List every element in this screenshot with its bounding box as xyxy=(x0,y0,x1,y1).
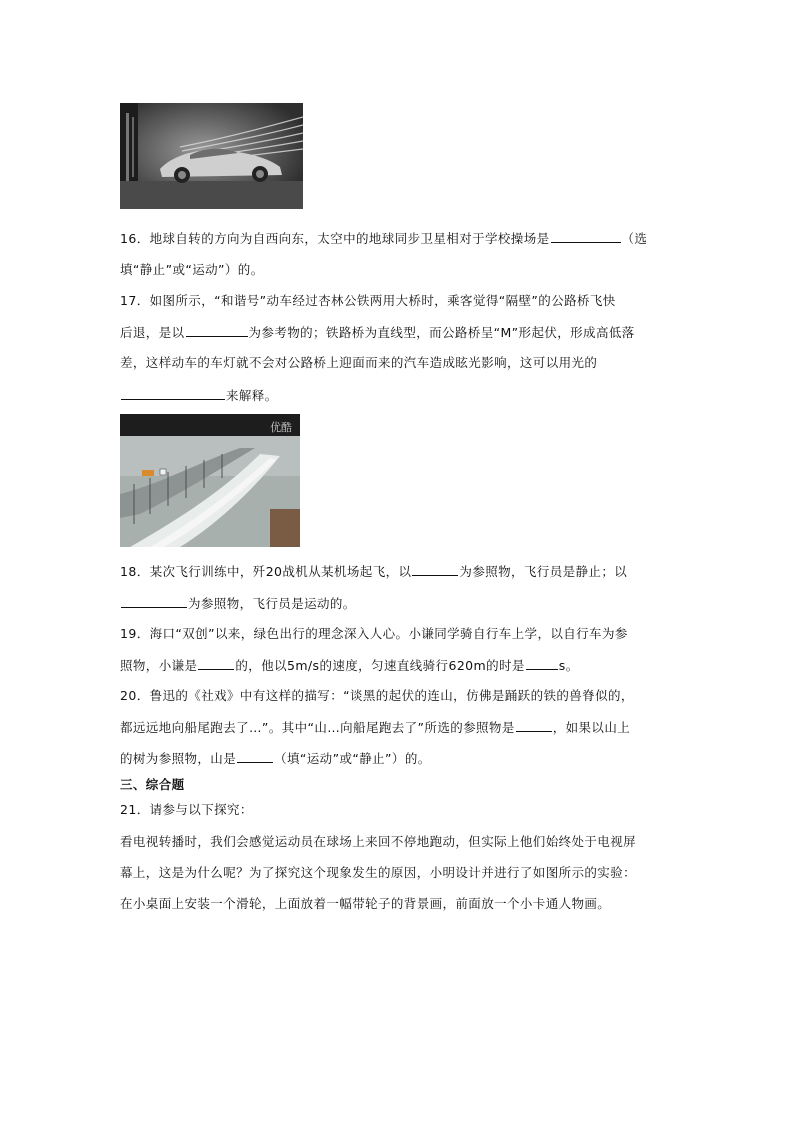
question-17-line-2 xyxy=(120,324,635,341)
q21-text: 21．请参与以下探究： xyxy=(120,802,253,817)
q20-text: ，如果以山上 xyxy=(552,720,631,735)
question-21-line-1 xyxy=(120,802,253,818)
q17-text: 后退，是以 xyxy=(120,325,185,340)
answer-blank[interactable] xyxy=(198,657,234,670)
train-bridge-image xyxy=(120,414,300,547)
q20-text: （填“运动”或“静止”）的。 xyxy=(274,751,431,766)
q19-text: s。 xyxy=(558,658,579,673)
question-18-line-1 xyxy=(120,563,627,580)
q19-text: 照物，小谦是 xyxy=(120,658,198,673)
q20-text: 都远远地向船尾跑去了…”。其中“山…向船尾跑去了”所选的参照物是 xyxy=(120,720,515,735)
answer-blank[interactable] xyxy=(516,719,552,732)
answer-blank[interactable] xyxy=(237,750,273,763)
q17-text: 17．如图所示，“和谐号”动车经过杏林公铁两用大桥时，乘客觉得“隔壁”的公路桥飞快 xyxy=(120,293,616,308)
section-heading xyxy=(120,777,185,793)
question-17-line-4 xyxy=(120,387,278,404)
q16-text: 16．地球自转的方向为自西向东，太空中的地球同步卫星相对于学校操场是 xyxy=(120,231,550,246)
q20-text: 的树为参照物，山是 xyxy=(120,751,237,766)
question-19-line-2 xyxy=(120,657,579,674)
car-wind-tunnel-image xyxy=(120,103,303,209)
q19-text: 的，他以5m/s的速度，匀速直线骑行620m的时是 xyxy=(235,658,525,673)
q17-text: 来解释。 xyxy=(226,388,278,403)
question-19-line-1 xyxy=(120,626,628,642)
answer-blank[interactable] xyxy=(412,563,458,576)
question-20-line-1 xyxy=(120,688,634,704)
q21-text: 看电视转播时，我们会感觉运动员在球场上来回不停地跑动，但实际上他们始终处于电视屏 xyxy=(120,834,637,849)
q18-text: 18．某次飞行训练中，歼20战机从某机场起飞，以 xyxy=(120,564,412,579)
q16-text: 填“静止”或“运动”）的。 xyxy=(120,262,264,277)
question-17-line-1 xyxy=(120,293,616,309)
question-20-line-2 xyxy=(120,719,630,736)
q18-text: 为参照物，飞行员是运动的。 xyxy=(188,596,356,611)
q19-text: 19．海口“双创”以来，绿色出行的理念深入人心。小谦同学骑自行车上学，以自行车为参 xyxy=(120,626,628,641)
answer-blank[interactable] xyxy=(526,657,558,670)
question-16-line-1 xyxy=(120,230,647,247)
question-21-line-4 xyxy=(120,896,610,912)
bridge-photo-icon xyxy=(120,414,300,547)
q20-text: 20．鲁迅的《社戏》中有这样的描写：“谈黑的起伏的连山，仿佛是踊跃的铁的兽脊似的， xyxy=(120,688,634,703)
answer-blank[interactable] xyxy=(121,595,187,608)
question-16-line-2 xyxy=(120,262,264,278)
section-heading-text: 三、综合题 xyxy=(120,777,185,792)
q16-text: （选 xyxy=(621,231,648,246)
answer-blank[interactable] xyxy=(121,387,225,400)
q17-text: 差，这样动车的车灯就不会对公路桥上迎面而来的汽车造成眩光影响，这可以用光的 xyxy=(120,355,598,370)
question-20-line-3 xyxy=(120,750,431,767)
q21-text: 幕上，这是为什么呢？为了探究这个现象发生的原因，小明设计并进行了如图所示的实验： xyxy=(120,865,637,880)
answer-blank[interactable] xyxy=(551,230,621,243)
watermark-text: 优酷 xyxy=(270,421,292,434)
question-21-line-2 xyxy=(120,834,636,850)
question-17-line-3 xyxy=(120,355,597,371)
q18-text: 为参照物，飞行员是静止；以 xyxy=(459,564,628,579)
question-18-line-2 xyxy=(120,595,356,612)
q17-text: 为参考物的；铁路桥为直线型，而公路桥呈“M”形起伏，形成高低落 xyxy=(248,325,635,340)
q21-text: 在小桌面上安装一个滑轮，上面放着一幅带轮子的背景画，前面放一个小卡通人物画。 xyxy=(120,896,611,911)
question-21-line-3 xyxy=(120,865,636,881)
car-photo-icon xyxy=(120,103,303,209)
answer-blank[interactable] xyxy=(186,324,248,337)
